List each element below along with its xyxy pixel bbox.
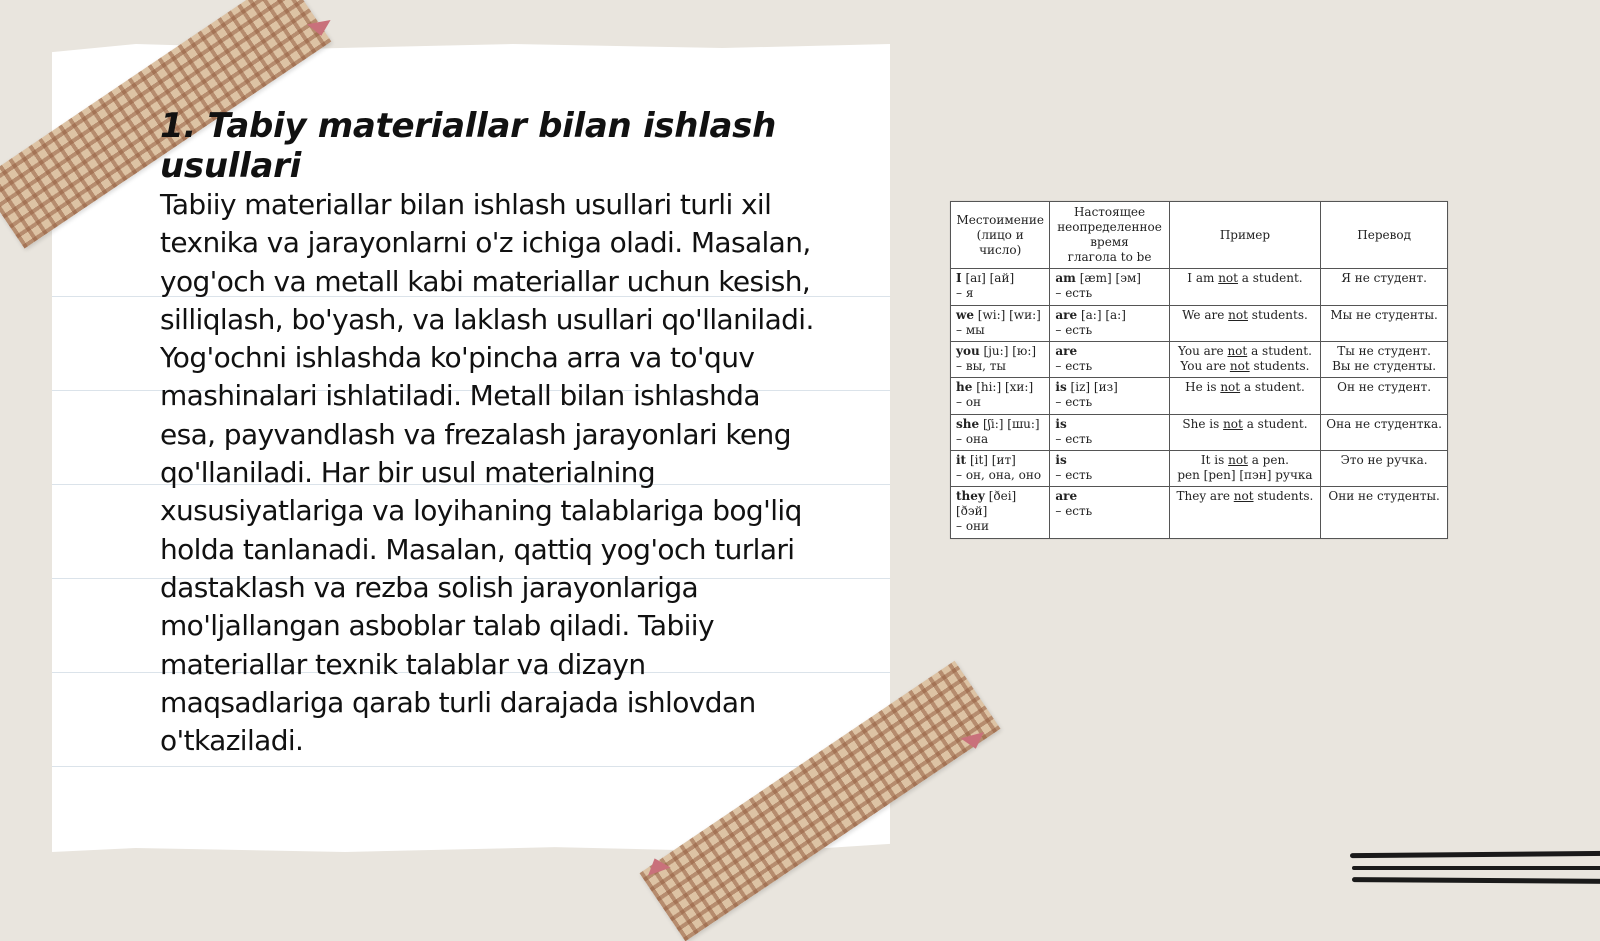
translation-line: Я не студент. — [1341, 271, 1427, 286]
verb-word: is — [1055, 452, 1067, 467]
example-negation: not — [1218, 271, 1238, 286]
example-negation: not — [1223, 416, 1243, 431]
translation-line: Он не студент. — [1337, 380, 1432, 395]
example-negation: not — [1228, 307, 1248, 322]
header-tense-prefix: глагола — [1067, 250, 1117, 265]
example-line — [1175, 380, 1316, 395]
cell-example — [1169, 487, 1321, 539]
verb-russian: – есть — [1055, 467, 1093, 482]
translation-line-2: Вы не студенты. — [1332, 358, 1437, 373]
tape-tip-decoration — [307, 20, 333, 38]
cell-verb — [1050, 450, 1169, 486]
verb-word: are — [1055, 307, 1078, 322]
example-end: students. — [1251, 307, 1308, 322]
header-translation: Перевод — [1321, 202, 1448, 269]
example-line-2 — [1175, 359, 1316, 374]
example-end: a student. — [1251, 343, 1312, 358]
cell-example — [1169, 341, 1321, 377]
cell-pronoun — [951, 341, 1050, 377]
verb-russian: – есть — [1055, 431, 1093, 446]
pronoun-russian: – вы, ты — [956, 358, 1006, 373]
table-row — [951, 414, 1448, 450]
pronoun-transcription: [ʃi:] [шu:] — [982, 416, 1040, 431]
table-row — [951, 378, 1448, 414]
cell-verb — [1050, 378, 1169, 414]
cell-verb — [1050, 341, 1169, 377]
cell-translation — [1321, 450, 1448, 486]
cell-example — [1169, 450, 1321, 486]
translation-line: Она не студентка. — [1326, 416, 1442, 431]
pronoun-word: she — [956, 416, 980, 431]
example-negation: not — [1228, 452, 1248, 467]
cell-translation — [1321, 305, 1448, 341]
header-tense-verb: to be — [1120, 250, 1152, 265]
example-negation: not — [1220, 380, 1241, 395]
example-line-2 — [1175, 468, 1316, 483]
cell-example — [1169, 305, 1321, 341]
cell-example — [1169, 414, 1321, 450]
cell-translation — [1321, 341, 1448, 377]
decorative-stroke — [1352, 877, 1600, 884]
header-example: Пример — [1169, 202, 1321, 269]
translation-line: Это не ручка. — [1340, 452, 1428, 467]
pronoun-transcription: [it] [ит] — [969, 452, 1016, 467]
header-tense — [1050, 202, 1169, 269]
grammar-table-image — [950, 201, 1448, 539]
verb-word: are — [1055, 489, 1078, 504]
pronoun-transcription: [ðei] [ðэй] — [956, 489, 1017, 519]
cell-translation — [1321, 269, 1448, 305]
example-end: a student. — [1246, 416, 1308, 431]
pronoun-russian: – они — [956, 519, 990, 534]
pronoun-word: he — [956, 380, 973, 395]
table-row — [951, 487, 1448, 539]
example-line — [1175, 489, 1316, 504]
cell-pronoun — [951, 269, 1050, 305]
pronoun-russian: – мы — [956, 322, 985, 337]
cell-verb — [1050, 305, 1169, 341]
example-line — [1175, 271, 1316, 286]
cell-translation — [1321, 378, 1448, 414]
cell-translation — [1321, 414, 1448, 450]
example-start: They are — [1176, 489, 1230, 504]
example-end: students. — [1253, 358, 1310, 373]
example-start: You are — [1177, 343, 1224, 358]
translation-line: Мы не студенты. — [1330, 307, 1438, 322]
example-negation: not — [1229, 358, 1250, 373]
table-row — [951, 305, 1448, 341]
cell-pronoun — [951, 414, 1050, 450]
verb-transcription: [a:] [a:] — [1080, 307, 1126, 322]
verb-transcription: [æm] [эм] — [1079, 271, 1141, 286]
decorative-stroke — [1350, 851, 1600, 858]
verb-russian: – есть — [1055, 395, 1093, 410]
example-start: We are — [1182, 307, 1225, 322]
table-row — [951, 450, 1448, 486]
cell-verb — [1050, 487, 1169, 539]
paper-rule — [52, 766, 890, 767]
grammar-table — [950, 201, 1448, 539]
example-negation: not — [1233, 489, 1254, 504]
example-line — [1175, 308, 1316, 323]
example-end: a student. — [1243, 380, 1305, 395]
cell-translation — [1321, 487, 1448, 539]
verb-russian: – есть — [1055, 322, 1093, 337]
pronoun-word: you — [956, 343, 980, 358]
pronoun-word: they — [956, 489, 985, 504]
example-start: She is — [1182, 416, 1220, 431]
pronoun-transcription: [wi:] [wи:] — [977, 307, 1041, 322]
example-end: a student. — [1241, 271, 1303, 286]
example-line — [1175, 417, 1316, 432]
verb-russian: – есть — [1055, 358, 1093, 373]
example-start: It is — [1200, 452, 1225, 467]
slide-body-text: Tabiiy materiallar bilan ishlash usullari turli xil texnika va jarayonlarni o'z ichiga oladi. Masalan, yog'och va metall kabi materiallar uchun kesish, silliqlash, bo'yash, va laklash usullari qo'llaniladi. Yog'ochni ishlashda ko'pincha arra va to'quv mashinalari ishlatiladi. Metall bilan ishlashda esa, payvandlash va frezalash jarayonlari keng qo'llaniladi. Har bir usul materialning xususiyatlariga va loyihaning talablariga bog'liq holda tanlanadi. Masalan, qattiq yog'och turlari dastaklash va rezba solish jarayonlariga mo'ljallangan asboblar talab qiladi. Tabiiy materiallar texnik talablar va dizayn maqsadlariga qarab turli darajada ishlovdan o'tkaziladi. — [160, 188, 814, 758]
cell-pronoun — [951, 305, 1050, 341]
verb-russian: – есть — [1055, 504, 1093, 519]
verb-word: is — [1055, 416, 1067, 431]
verb-word: is — [1055, 380, 1067, 395]
example-line — [1175, 453, 1316, 468]
example-negation: not — [1227, 343, 1248, 358]
example-start: I am — [1187, 271, 1215, 286]
verb-russian: – есть — [1055, 286, 1093, 301]
verb-word: are — [1055, 343, 1078, 358]
example-start: He is — [1185, 380, 1217, 395]
header-pronoun: Местоимение (лицо и число) — [951, 202, 1050, 269]
header-tense-line1: Настоящее неопределенное время — [1057, 205, 1162, 250]
cell-pronoun — [951, 378, 1050, 414]
pronoun-russian: – она — [956, 431, 989, 446]
table-row — [951, 269, 1448, 305]
pronoun-transcription: [aɪ] [ай] — [965, 271, 1015, 286]
example-start: pen [pen] [пэн] ручка — [1177, 467, 1313, 482]
cell-verb — [1050, 269, 1169, 305]
example-start: You are — [1180, 358, 1227, 373]
cell-pronoun — [951, 450, 1050, 486]
table-header-row — [951, 202, 1448, 269]
pronoun-word: we — [956, 307, 974, 322]
verb-transcription: [iz] [из] — [1070, 380, 1118, 395]
translation-line: Ты не студент. — [1337, 343, 1431, 358]
pronoun-transcription: [ju:] [ю:] — [983, 343, 1037, 358]
pronoun-word: I — [956, 271, 962, 286]
pronoun-russian: – я — [956, 286, 974, 301]
cell-pronoun — [951, 487, 1050, 539]
cell-example — [1169, 269, 1321, 305]
cell-example — [1169, 378, 1321, 414]
verb-word: am — [1055, 271, 1076, 286]
example-end: a pen. — [1251, 452, 1289, 467]
slide-title: 1. Tabiy materiallar bilan ishlash usullari — [160, 106, 776, 186]
example-end: students. — [1257, 489, 1314, 504]
example-line — [1175, 344, 1316, 359]
pronoun-russian: – он, она, оно — [956, 467, 1042, 482]
translation-line: Они не студенты. — [1328, 489, 1440, 504]
decorative-stroke — [1352, 866, 1600, 870]
table-row — [951, 341, 1448, 377]
pronoun-russian: – он — [956, 395, 982, 410]
pronoun-word: it — [956, 452, 967, 467]
cell-verb — [1050, 414, 1169, 450]
pronoun-transcription: [hi:] [хи:] — [976, 380, 1034, 395]
